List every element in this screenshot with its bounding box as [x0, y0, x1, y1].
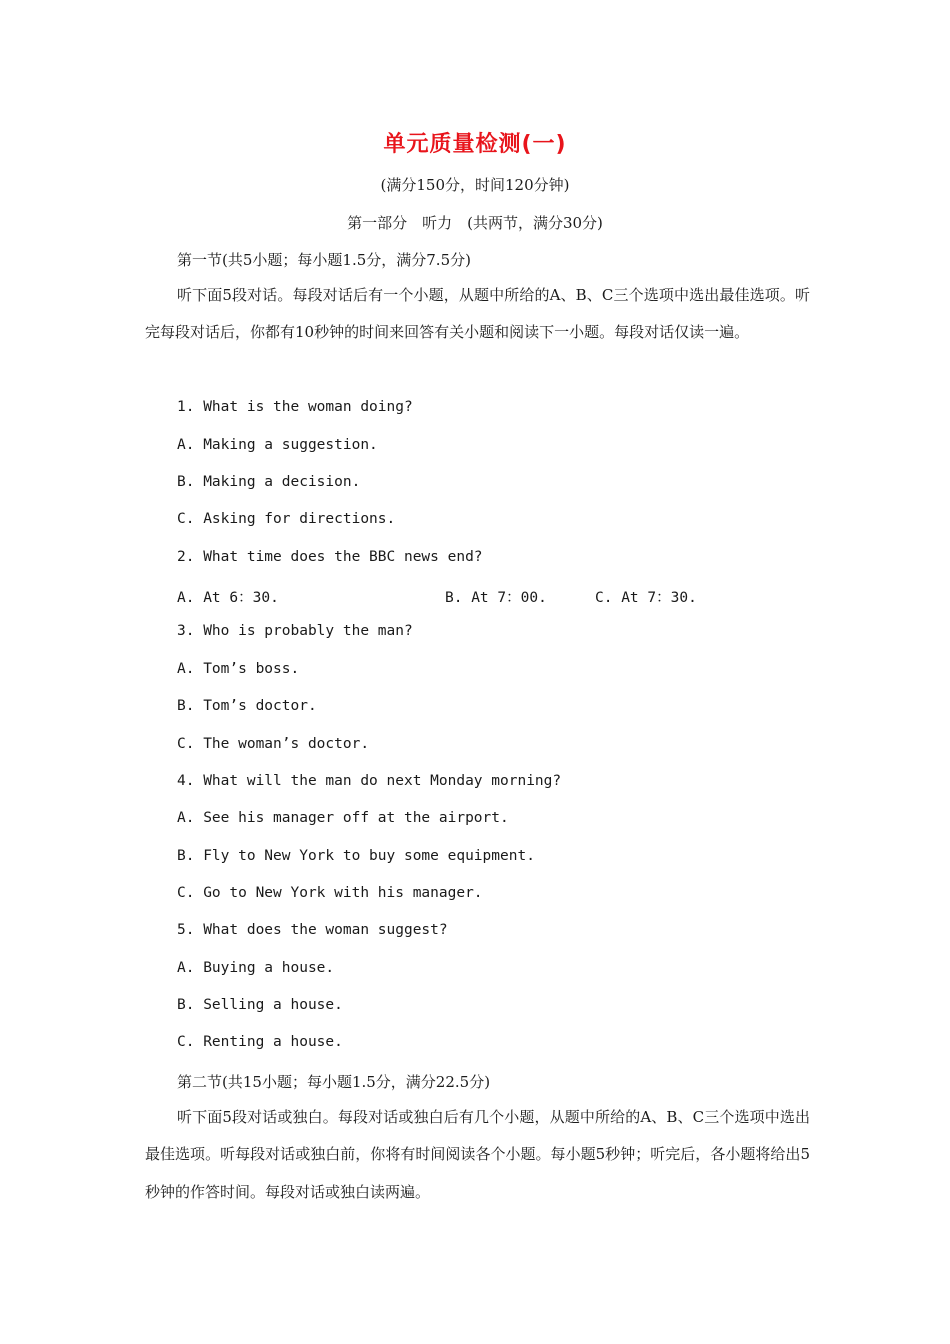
- answer-option: C. Asking for directions.: [177, 511, 396, 527]
- answer-option: C. The woman’s doctor.: [177, 736, 370, 752]
- answer-option: A. Tom’s boss.: [177, 661, 300, 677]
- answer-option: B. Fly to New York to buy some equipment.: [177, 848, 535, 864]
- answer-option: C. Renting a house.: [177, 1034, 343, 1050]
- answer-option: C. Go to New York with his manager.: [177, 885, 483, 901]
- question-text: 3. Who is probably the man?: [177, 623, 413, 639]
- page-title: 单元质量检测(一): [383, 132, 567, 157]
- question-text: 4. What will the man do next Monday morning?: [177, 773, 562, 789]
- section-instructions: 听下面5段对话。每段对话后有一个小题，从题中所给的A、B、C三个选项中选出最佳选项。听完每段对话后，你都有10秒钟的时间来回答有关小题和阅读下一小题。每段对话仅读一遍。: [145, 286, 810, 342]
- section-heading: 第一节(共5小题；每小题1.5分，满分7.5分): [177, 251, 471, 269]
- section-instructions: 听下面5段对话或独白。每段对话或独白后有几个小题，从题中所给的A、B、C三个选项中选出最佳选项。听每段对话或独白前，你将有时间阅读各个小题。每小题5秒钟；听完后，各小题将给出5秒钟的作答时间。每段对话或独白读两遍。: [145, 1108, 810, 1201]
- part-heading: 第一部分 听力 (共两节，满分30分): [347, 214, 603, 232]
- answer-option: A. Buying a house.: [177, 960, 335, 976]
- answer-option: B. Selling a house.: [177, 997, 343, 1013]
- answer-option: A. At 6：30.: [177, 590, 279, 606]
- question-text: 5. What does the woman suggest?: [177, 922, 448, 938]
- answer-option: B. Tom’s doctor.: [177, 698, 317, 714]
- answer-option: C. At 7：30.: [595, 590, 697, 606]
- answer-option: B. At 7：00.: [445, 590, 547, 606]
- answer-option: A. Making a suggestion.: [177, 437, 378, 453]
- score-time-note: (满分150分，时间120分钟): [380, 176, 570, 194]
- section-heading: 第二节(共15小题；每小题1.5分，满分22.5分): [177, 1073, 491, 1091]
- answer-option: B. Making a decision.: [177, 474, 361, 490]
- answer-option: A. See his manager off at the airport.: [177, 810, 509, 826]
- question-text: 1. What is the woman doing?: [177, 399, 413, 415]
- question-text: 2. What time does the BBC news end?: [177, 549, 483, 565]
